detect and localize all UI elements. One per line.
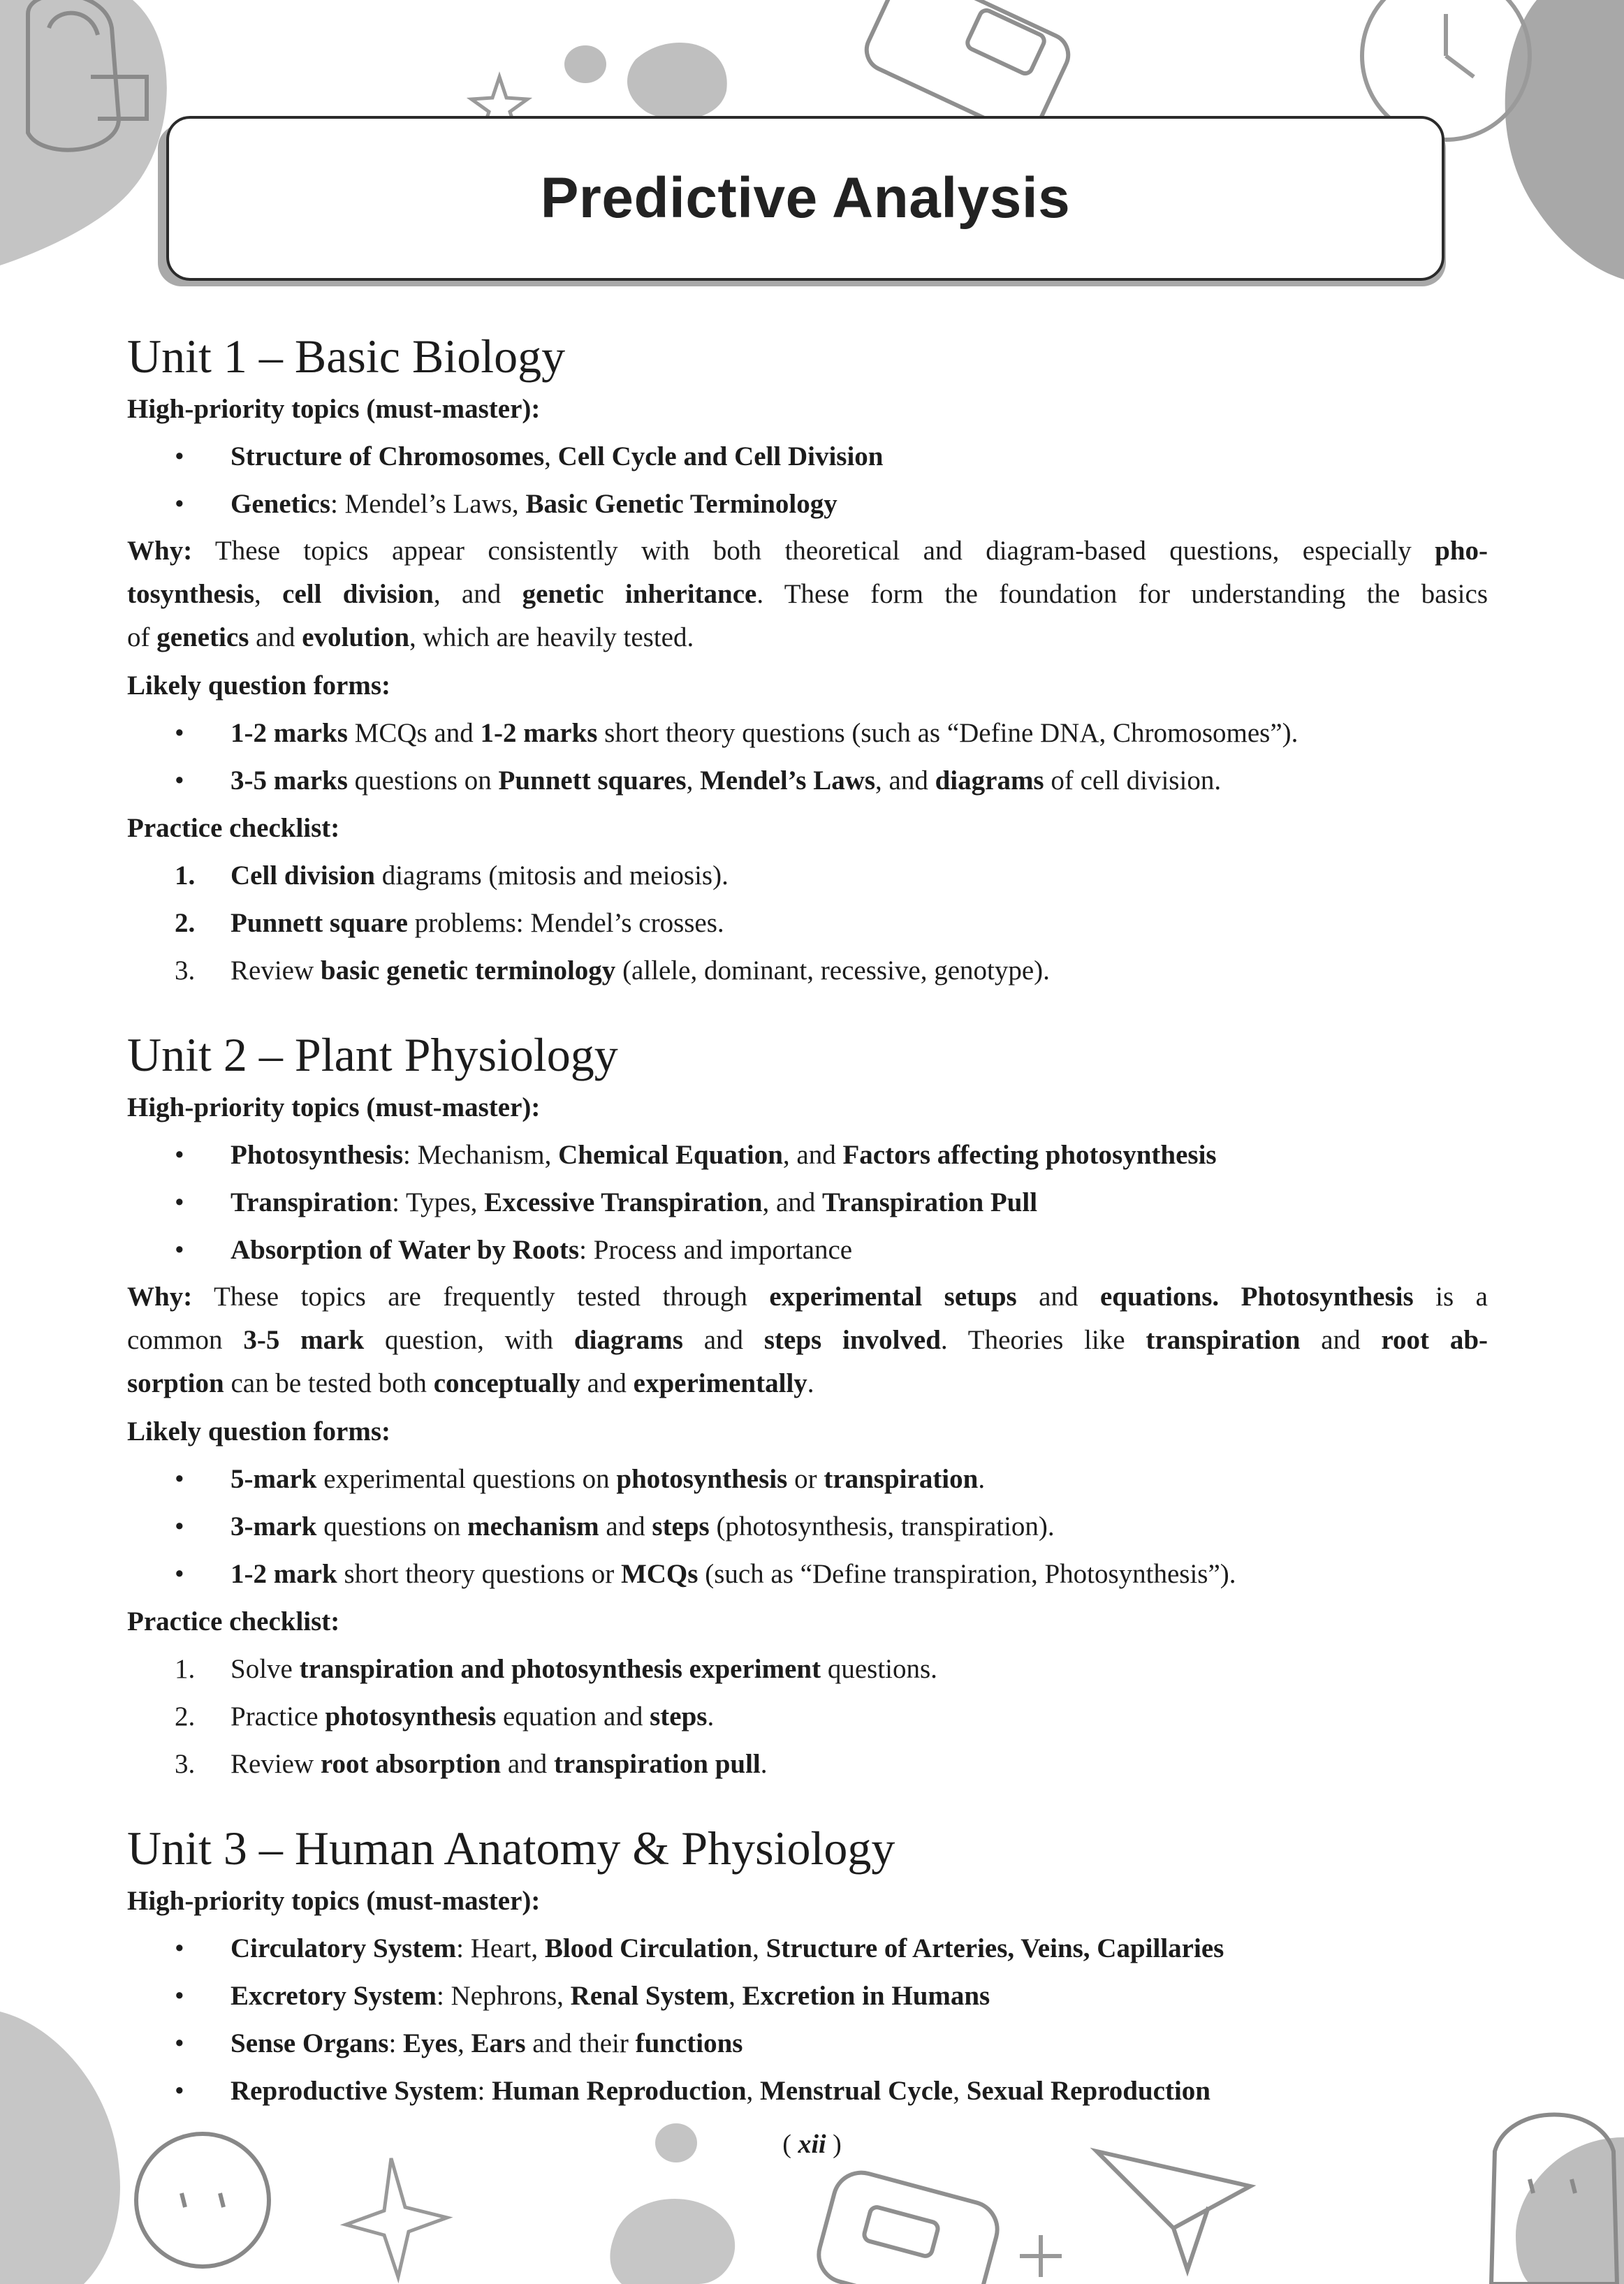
top-left-blob (0, 0, 167, 265)
list-item-text (231, 1646, 937, 1693)
text-span: : Heart, (456, 1933, 545, 1963)
bullet-icon: • (175, 1511, 184, 1542)
text-span: problems: Mendel’s crosses. (407, 908, 724, 938)
bullet-icon: • (175, 1235, 184, 1265)
text-span: and (249, 622, 302, 652)
why-line (127, 529, 1488, 573)
why-paragraph (127, 1275, 1488, 1405)
text-span: and their (525, 2028, 636, 2058)
bold-text: basic genetic terminology (320, 956, 616, 986)
text-span: and (580, 1368, 634, 1398)
bold-text: root ab- (1381, 1325, 1488, 1355)
bold-text: Ears (471, 2028, 526, 2058)
text-span: or (787, 1464, 824, 1494)
bold-text: steps (650, 1701, 708, 1732)
checklist-item (127, 1741, 1488, 1788)
topic-item (127, 1179, 1488, 1227)
page-title: Predictive Analysis (540, 166, 1071, 230)
bold-text: Punnett squares (498, 766, 687, 796)
bold-text: Transpiration Pull (822, 1187, 1038, 1217)
bottom-blob (610, 2199, 735, 2284)
page-number: xii (798, 2130, 826, 2159)
bold-text: Cell division (231, 861, 375, 891)
bullet-icon: • (175, 1187, 184, 1217)
bold-text: Chemical Equation (558, 1140, 783, 1170)
text-span: short theory questions or (337, 1559, 621, 1589)
content-area (127, 327, 1488, 2139)
list-number: 2. (175, 908, 196, 938)
bold-text: diagrams (573, 1325, 683, 1355)
bold-text: cell division (282, 579, 434, 609)
list-item-text (231, 1132, 1217, 1179)
question-form-item (127, 1456, 1488, 1503)
bold-text: experimentally (633, 1368, 807, 1398)
text-span: , and (762, 1187, 823, 1217)
likely-forms-label: Likely question forms: (127, 671, 391, 701)
bold-text: 1-2 marks (231, 718, 348, 748)
bold-text: transpiration and photosynthesis experiment (299, 1654, 821, 1684)
text-span: Practice (231, 1701, 325, 1732)
footer-open: ( (782, 2130, 798, 2159)
unit-heading: Unit 2 – Plant Physiology (127, 1028, 618, 1081)
radio-icon (812, 2167, 1003, 2284)
list-item-text (231, 1693, 714, 1741)
list-item-text (231, 1456, 985, 1503)
bold-text: Sexual Reproduction (966, 2076, 1210, 2106)
bold-text: transpiration (824, 1464, 979, 1494)
text-span: : (477, 2076, 492, 2106)
topic-item (127, 1227, 1488, 1274)
bold-text: evolution (302, 622, 410, 652)
bold-text: genetic inheritance (522, 579, 757, 609)
bold-text: Menstrual Cycle (760, 2076, 953, 2106)
bold-text: Eyes (403, 2028, 458, 2058)
bold-text: Cell Cycle and Cell Division (557, 441, 884, 471)
list-item-text (231, 1551, 1236, 1598)
list-item-text (231, 481, 837, 528)
text-span: , (686, 766, 701, 796)
bold-text: experimental setups (769, 1282, 1017, 1312)
unit-heading: Unit 3 – Human Anatomy & Physiology (127, 1822, 895, 1875)
top-blob (627, 43, 727, 119)
bold-text: 1-2 marks (480, 718, 598, 748)
bold-text: photosynthesis (325, 1701, 497, 1732)
text-span: short theory questions (such as “Define DNA, Chromosomes”). (597, 718, 1299, 748)
text-span: These topics appear consistently with both theoretical and diagram-based questions, especially (192, 536, 1435, 566)
unit-section-1 (127, 327, 1488, 995)
bold-text: Sense Organs (231, 2028, 389, 2058)
bold-text: tosynthesis (127, 579, 255, 609)
topic-item (127, 1972, 1488, 2020)
list-item-text (231, 1503, 1055, 1551)
bold-text: Punnett square (231, 908, 408, 938)
bold-text: Human Reproduction (492, 2076, 747, 2106)
practice-checklist-label: Practice checklist: (127, 1606, 340, 1637)
text-span: , (752, 1933, 766, 1963)
text-span: . (978, 1464, 986, 1494)
text-span: : Nephrons, (436, 1981, 571, 2011)
bold-text: 5-mark (231, 1464, 317, 1494)
topic-item (127, 433, 1488, 481)
bold-text: Blood Circulation (544, 1933, 753, 1963)
list-number: 1. (175, 861, 196, 891)
bold-text: Why: (127, 536, 193, 566)
question-form-item (127, 757, 1488, 805)
text-span: and (599, 1511, 652, 1542)
practice-checklist-label: Practice checklist: (127, 813, 340, 843)
bullet-icon: • (175, 489, 184, 519)
why-line (127, 573, 1488, 616)
text-span: : Types, (392, 1187, 485, 1217)
bold-text: mechanism (467, 1511, 599, 1542)
text-span: is a (1413, 1282, 1488, 1312)
text-span: , which are heavily tested. (409, 622, 694, 652)
text-span: of cell division. (1044, 766, 1222, 796)
list-item-text (231, 710, 1298, 757)
text-span: , (953, 2076, 967, 2106)
bold-text: MCQs (620, 1559, 698, 1589)
bold-text: 1-2 mark (231, 1559, 337, 1589)
bold-text: Genetics (231, 489, 330, 519)
bullet-icon: • (175, 441, 184, 471)
bold-text: Reproductive System (231, 2076, 478, 2106)
topic-item (127, 1132, 1488, 1179)
bold-text: Absorption of Water by Roots (231, 1235, 580, 1265)
unit-section-2 (127, 1025, 1488, 1788)
bold-text: root absorption (320, 1749, 502, 1779)
text-span: (such as “Define transpiration, Photosynthesis”). (698, 1559, 1236, 1589)
text-span: and (1016, 1282, 1100, 1312)
text-span: MCQs and (347, 718, 481, 748)
list-item-text (231, 1925, 1224, 1972)
bold-text: sorption (127, 1368, 224, 1398)
likely-forms-label: Likely question forms: (127, 1416, 391, 1447)
bold-text: diagrams (935, 766, 1044, 796)
bold-text: 3-5 mark (243, 1325, 365, 1355)
list-item-text (231, 852, 729, 900)
text-span: (photosynthesis, transpiration). (709, 1511, 1055, 1542)
bold-text: Basic Genetic Terminology (525, 489, 837, 519)
list-item-text (231, 433, 884, 481)
text-span: and (682, 1325, 764, 1355)
list-item-text (231, 2067, 1210, 2115)
text-span: , (544, 441, 558, 471)
text-span: : Mendel’s Laws, (330, 489, 526, 519)
bold-text: Excessive Transpiration (484, 1187, 763, 1217)
text-span: : (388, 2028, 404, 2058)
topic-item (127, 2067, 1488, 2115)
list-item-text (231, 1972, 990, 2020)
unit-heading: Unit 1 – Basic Biology (127, 330, 566, 383)
bold-text: Photosynthesis (231, 1140, 404, 1170)
checklist-item (127, 947, 1488, 995)
high-priority-label: High-priority topics (must-master): (127, 1092, 541, 1122)
high-priority-label: High-priority topics (must-master): (127, 394, 541, 424)
text-span: These topics are frequently tested through (192, 1282, 770, 1312)
text-span: . Theories like (940, 1325, 1146, 1355)
bullet-icon: • (175, 766, 184, 796)
bold-text: Structure of Chromosomes (231, 441, 545, 471)
list-number: 3. (175, 1749, 196, 1779)
text-span: common (127, 1325, 244, 1355)
text-span: , and (875, 766, 935, 796)
sparkle-icon (346, 2158, 447, 2277)
text-span: , (729, 1981, 742, 2011)
paper-plane-icon (1097, 2151, 1250, 2270)
text-span: questions on (347, 766, 499, 796)
text-span: Solve (231, 1654, 300, 1684)
text-span: (allele, dominant, recessive, genotype). (615, 956, 1050, 986)
bold-text: 3-5 marks (231, 766, 348, 796)
bold-text: equations. Photosynthesis (1100, 1282, 1414, 1312)
why-line (127, 1362, 1488, 1405)
bold-text: steps (652, 1511, 710, 1542)
top-right-blob (1505, 0, 1624, 279)
text-span: can be tested both (224, 1368, 434, 1398)
high-priority-label: High-priority topics (must-master): (127, 1886, 541, 1916)
bullet-icon: • (175, 1981, 184, 2011)
text-span: question, with (364, 1325, 574, 1355)
footer-close: ) (826, 2130, 842, 2159)
bold-text: photosynthesis (616, 1464, 788, 1494)
text-span: and (1300, 1325, 1382, 1355)
text-span: . (807, 1368, 814, 1398)
page-footer (0, 2129, 1624, 2160)
checklist-item (127, 852, 1488, 900)
bold-text: transpiration pull (553, 1749, 761, 1779)
text-span: questions. (821, 1654, 937, 1684)
bold-text: Transpiration (231, 1187, 393, 1217)
text-span: : Process and importance (579, 1235, 853, 1265)
bold-text: functions (635, 2028, 743, 2058)
bullet-icon: • (175, 1933, 184, 1963)
bullet-icon: • (175, 718, 184, 748)
text-span: , (746, 2076, 761, 2106)
why-line (127, 1319, 1488, 1362)
text-span: Review (231, 956, 321, 986)
bold-text: genetics (156, 622, 249, 652)
text-span: . (760, 1749, 768, 1779)
list-number: 1. (175, 1654, 196, 1684)
bold-text: Excretory System (231, 1981, 437, 2011)
text-span: and (501, 1749, 554, 1779)
bold-text: Mendel’s Laws (700, 766, 876, 796)
list-number: 3. (175, 956, 196, 986)
bold-text: conceptually (433, 1368, 580, 1398)
list-item-text (231, 947, 1050, 995)
text-span: . These form the foundation for understanding the basics (756, 579, 1488, 609)
checklist-item (127, 1646, 1488, 1693)
topic-item (127, 2020, 1488, 2067)
list-item-text (231, 900, 724, 947)
text-span: equation and (496, 1701, 650, 1732)
title-box (166, 116, 1444, 281)
unit-section-3 (127, 1819, 1488, 2115)
text-span: of (127, 622, 157, 652)
bold-text: Factors affecting photosynthesis (842, 1140, 1217, 1170)
bullet-icon: • (175, 2028, 184, 2058)
plus-icon (1020, 2235, 1062, 2277)
text-span: : Mechanism, (403, 1140, 559, 1170)
checklist-item (127, 1693, 1488, 1741)
bold-text: Renal System (570, 1981, 729, 2011)
topic-item (127, 1925, 1488, 1972)
bold-text: steps involved (763, 1325, 941, 1355)
bullet-icon: • (175, 1464, 184, 1494)
list-item-text (231, 1227, 852, 1274)
bullet-icon: • (175, 1559, 184, 1589)
question-form-item (127, 1551, 1488, 1598)
top-oval (564, 45, 606, 83)
text-span: , and (433, 579, 522, 609)
bold-text: transpiration (1146, 1325, 1301, 1355)
text-span: Review (231, 1749, 321, 1779)
list-item-text (231, 2020, 742, 2067)
list-item-text (231, 757, 1221, 805)
why-line (127, 616, 1488, 659)
bold-text: Circulatory System (231, 1933, 457, 1963)
text-span: , and (782, 1140, 843, 1170)
why-line (127, 1275, 1488, 1319)
bold-text: Excretion in Humans (742, 1981, 990, 2011)
text-span: experimental questions on (316, 1464, 617, 1494)
text-span: diagrams (mitosis and meiosis). (374, 861, 729, 891)
why-paragraph (127, 529, 1488, 659)
topic-item (127, 481, 1488, 528)
bold-text: pho- (1435, 536, 1488, 566)
bold-text: 3-mark (231, 1511, 317, 1542)
bold-text: Why: (127, 1282, 193, 1312)
checklist-item (127, 900, 1488, 947)
bullet-icon: • (175, 1140, 184, 1170)
list-number: 2. (175, 1701, 196, 1732)
text-span: questions on (316, 1511, 468, 1542)
question-form-item (127, 710, 1488, 757)
text-span: , (458, 2028, 471, 2058)
bullet-icon: • (175, 2076, 184, 2106)
text-span: . (707, 1701, 715, 1732)
bold-text: Structure of Arteries, Veins, Capillaries (766, 1933, 1224, 1963)
text-span: , (254, 579, 283, 609)
list-item-text (231, 1179, 1037, 1227)
list-item-text (231, 1741, 768, 1788)
question-form-item (127, 1503, 1488, 1551)
